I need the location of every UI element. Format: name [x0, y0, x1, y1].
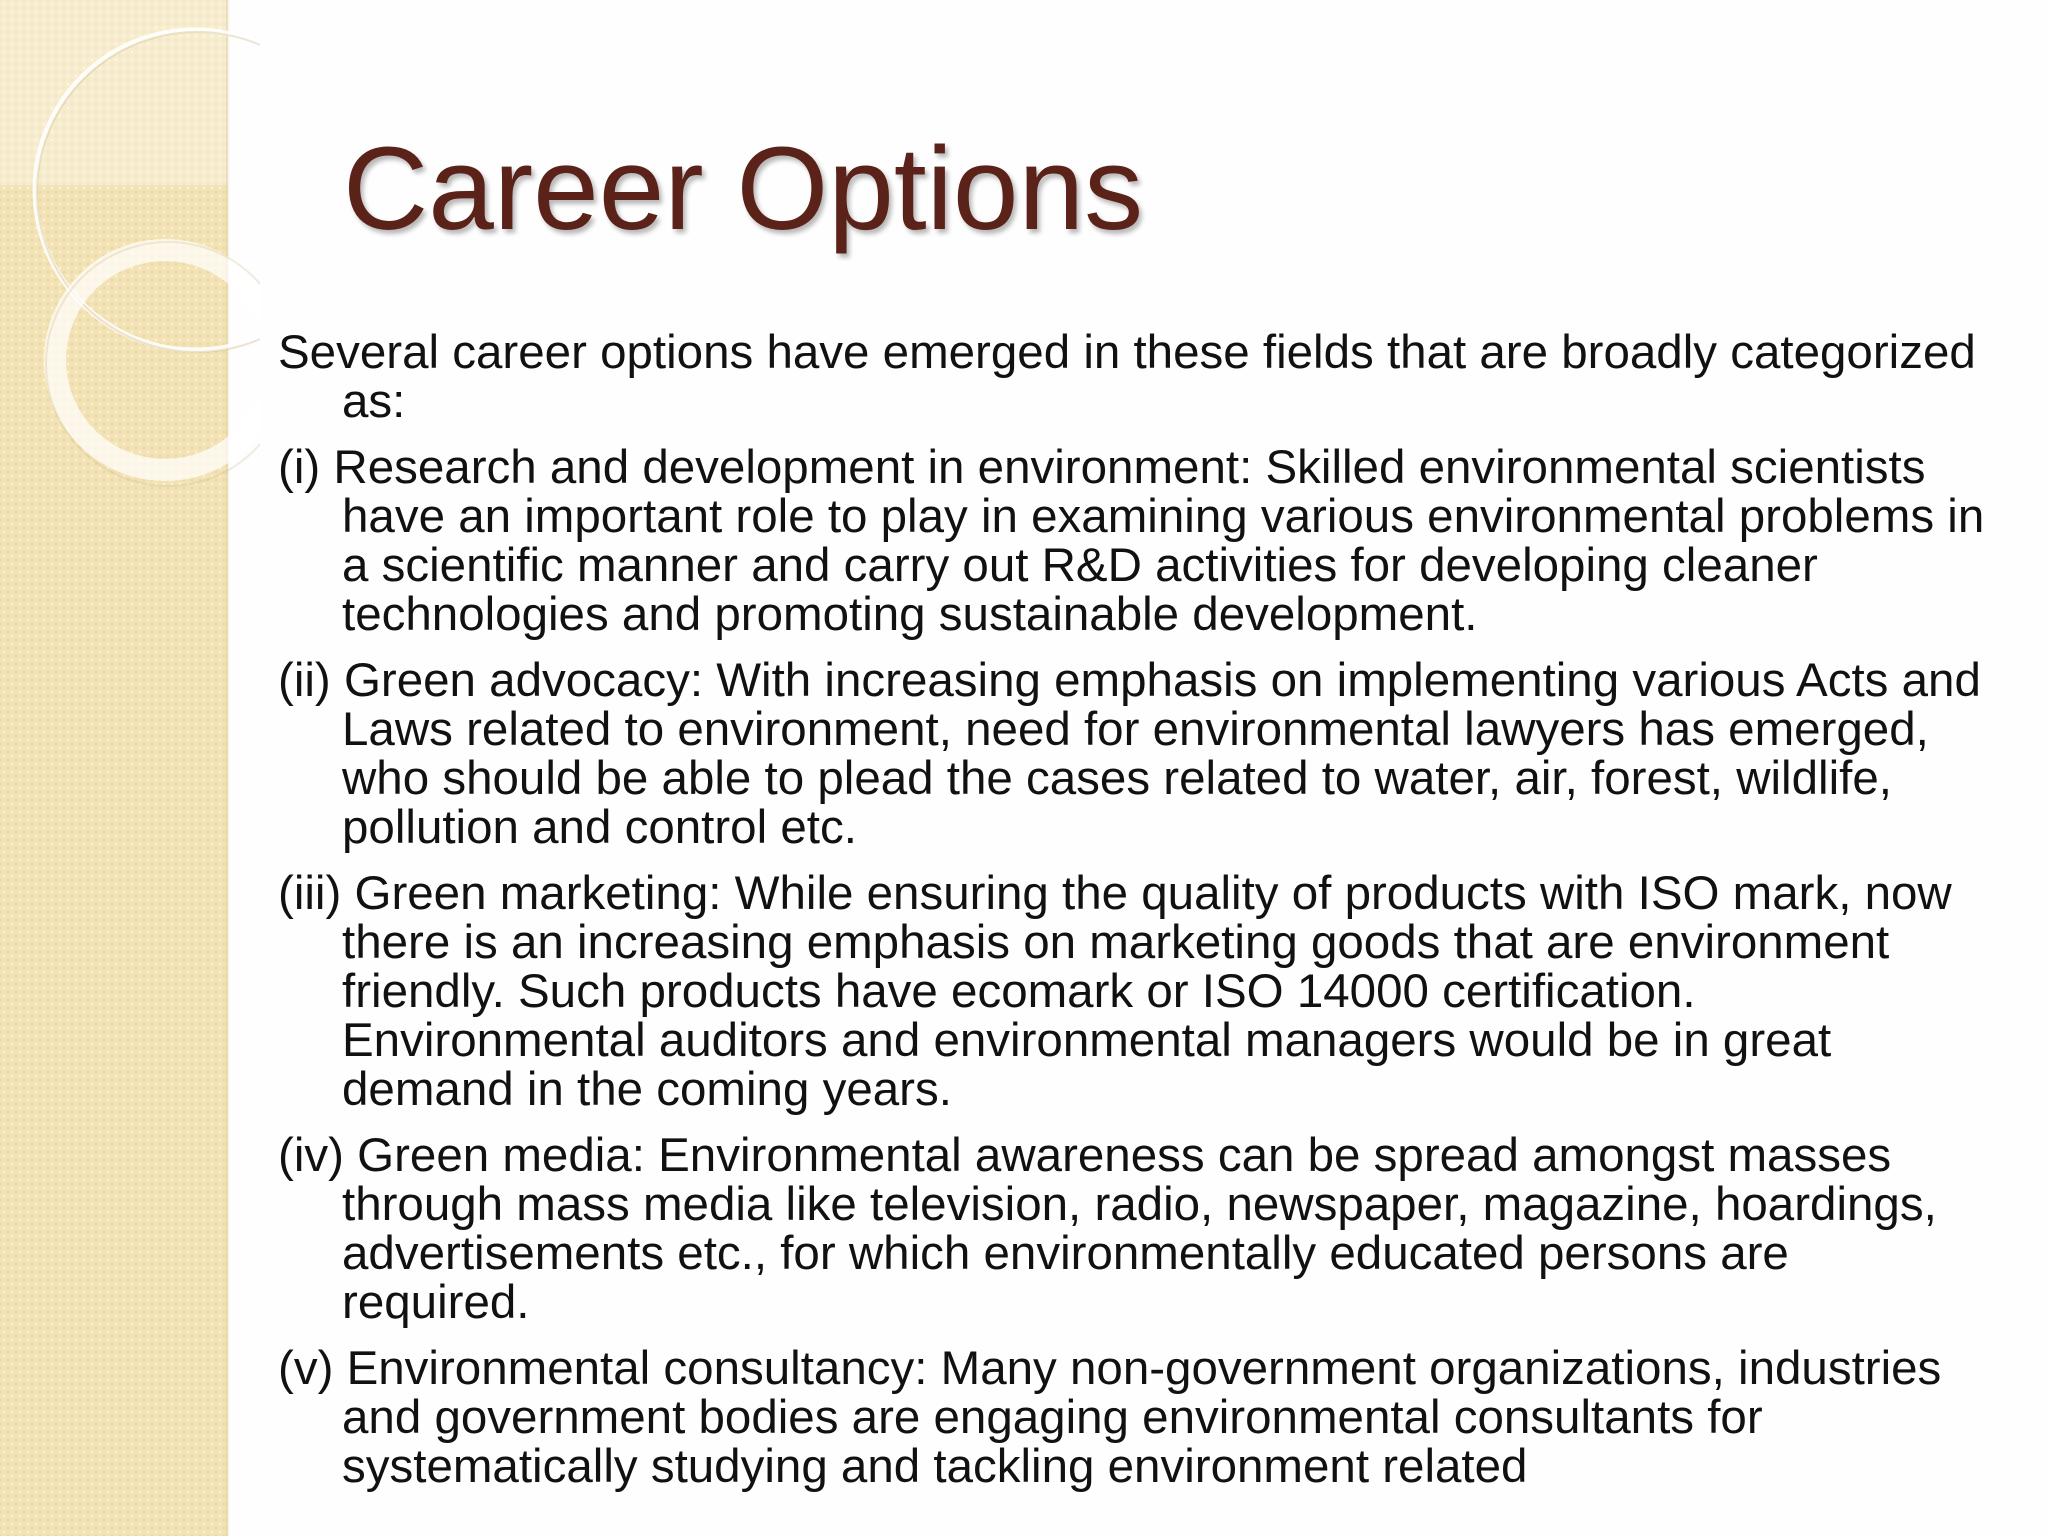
intro-paragraph: Several career options have emerged in these fields that are broadly categorized as:	[278, 326, 1976, 428]
career-item-green-media: (iv) Green media: Environmental awareness can be spread amongst masses through mass media like television, radio, newspaper, magazine, hoardings, advertisements etc., for which environmentally educated persons are required.	[278, 1129, 1937, 1329]
career-item-green-marketing: (iii) Green marketing: While ensuring the quality of products with ISO mark, now there is an increasing emphasis on marketing goods that are environment friendly. Such products have ecomark or ISO 14000 certification. Environmental auditors and environmental managers would be in great demand in the coming years.	[278, 867, 1952, 1116]
career-item-research: (i) Research and development in environment: Skilled environmental scientists have an important role to play in examining various environmental problems in a scientific manner and carry out R&D activities for developing cleaner technologies and promoting sustainable development.	[278, 441, 1985, 641]
career-item-green-advocacy: (ii) Green advocacy: With increasing emphasis on implementing various Acts and Laws related to environment, need for environmental lawyers has emerged, who should be able to plead the cases related to water, air, forest, wildlife, pollution and control etc.	[278, 654, 1981, 854]
decorative-circles	[0, 0, 260, 520]
slide-title: Career Options	[343, 123, 1144, 255]
thick-ring	[55, 250, 260, 470]
career-item-environmental-consultancy: (v) Environmental consultancy: Many non-government organizations, industries and government bodies are engaging environmental consultants for systematically studying and tackling environment related	[278, 1342, 1942, 1493]
slide-body	[278, 328, 1988, 1508]
